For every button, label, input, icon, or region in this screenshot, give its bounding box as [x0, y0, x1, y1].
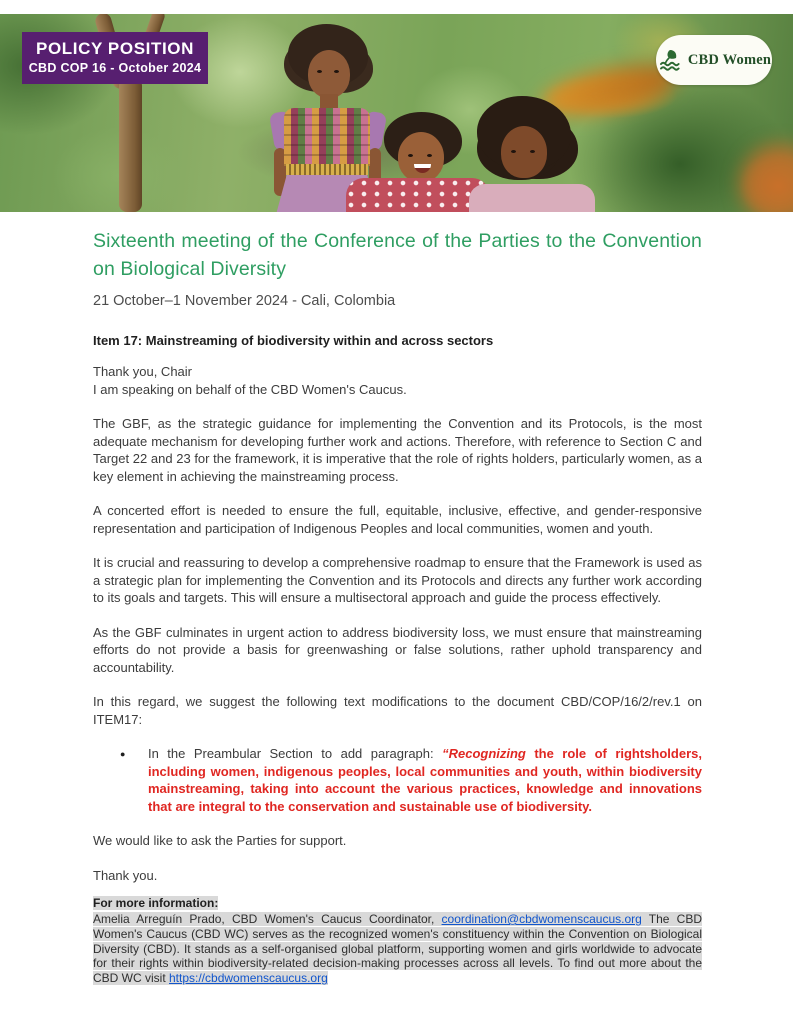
- footer-heading-text: For more information:: [93, 896, 219, 910]
- bullet-red-italic: “Recognizing: [442, 746, 526, 761]
- document-content: [0, 212, 793, 986]
- text-modification-bullet: [93, 745, 702, 815]
- header-photo: [0, 14, 793, 212]
- eye: [408, 154, 413, 157]
- eye: [334, 70, 339, 73]
- eye: [511, 150, 516, 153]
- eye: [427, 154, 432, 157]
- leaf-waves-icon: [657, 47, 683, 73]
- event-date-location: 21 October–1 November 2024 - Cali, Colombia: [93, 293, 396, 309]
- child-right-top: [469, 184, 595, 212]
- paragraph-suggestion: In this regard, we suggest the following text modifications to the document CBD/COP/16/2/rev.1 on ITEM17:: [93, 694, 702, 727]
- orange-corner-blur: [740, 144, 793, 212]
- child-figure-right: [465, 96, 600, 212]
- greeting-paragraph: [93, 363, 702, 398]
- coordinator-email-link[interactable]: coordination@cbdwomenscaucus.org: [441, 912, 642, 926]
- eye: [317, 70, 322, 73]
- cbd-women-logo: [656, 35, 772, 85]
- footer-paragraph: [93, 912, 702, 986]
- logo-text: CBD Women: [687, 51, 772, 68]
- greeting-line-1: Thank you, Chair: [93, 364, 192, 379]
- closing-thanks-line: Thank you.: [93, 867, 158, 883]
- paragraph-gbf: The GBF, as the strategic guidance for implementing the Convention and its Protocols, is the most adequate mechanism for developing further work and actions. Therefore, with reference to Section C and Target 22 and 23 for the framework, it is imperative that the role of rights holders, particularly women, as a key element in achieving the mainstreaming process.: [93, 416, 702, 484]
- paragraph-effort: A concerted effort is needed to ensure the full, equitable, inclusive, effective, and gender-responsive representation and participation of Indigenous Peoples and local communities, women and youth.: [93, 503, 702, 536]
- paragraph-roadmap: It is crucial and reassuring to develop a comprehensive roadmap to ensure that the Framework is used as a strategic plan for implementing the Convention and its Protocols and directs any further work according to its goals and targets. This will ensure a multisectoral approach and guide the process effectively.: [93, 555, 702, 605]
- page-title: Sixteenth meeting of the Conference of the Parties to the Convention on Biological Diversity: [93, 230, 702, 280]
- footer-text-1: Amelia Arreguín Prado, CBD Women's Caucus Coordinator,: [93, 912, 442, 926]
- paragraph-greenwashing: As the GBF culminates in urgent action to address biodiversity loss, we must ensure that mainstreaming efforts do not provide a basis for greenwashing or false solutions, rather uphold transparency and accountability.: [93, 624, 702, 675]
- child-right-face: [501, 126, 547, 178]
- bullet-red-text: the role of rightsholders, including women, indigenous peoples, local communities and youth, within biodiversity mainstreaming, taking into account the various practices, knowledge and innovations that are integral to the conservation and sustainable use of biodiversity.: [148, 746, 702, 814]
- greeting-line-2: I am speaking on behalf of the CBD Women's Caucus.: [93, 381, 407, 397]
- eye: [530, 150, 535, 153]
- badge-title: POLICY POSITION: [36, 39, 194, 58]
- child-middle-face: [398, 132, 444, 182]
- child-left-face: [308, 50, 350, 98]
- bullet-prefix: In the Preambular Section to add paragraph:: [148, 746, 443, 761]
- tree-branch-trunk: [119, 78, 142, 212]
- caucus-website-link[interactable]: https://cbdwomenscaucus.org: [169, 971, 328, 986]
- closing-support-line: We would like to ask the Parties for support.: [93, 833, 347, 848]
- footer-info-block: [93, 896, 702, 986]
- agenda-item-heading: Item 17: Mainstreaming of biodiversity within and across sectors: [93, 333, 494, 348]
- badge-subtitle: CBD COP 16 - October 2024: [28, 61, 202, 75]
- policy-position-badge: [22, 32, 208, 84]
- footer-text-2: The CBD Women's Caucus (CBD WC) serves as the recognized women's constituency within the Convention on Biological Diversity (CBD). It stands as a self-organised global platform, supporting women and girls worldwide to advocate for their rights within biodiversity-related decision-making processes across all levels. To find out more about the CBD WC visit: [93, 912, 702, 986]
- footer-heading: [93, 896, 702, 911]
